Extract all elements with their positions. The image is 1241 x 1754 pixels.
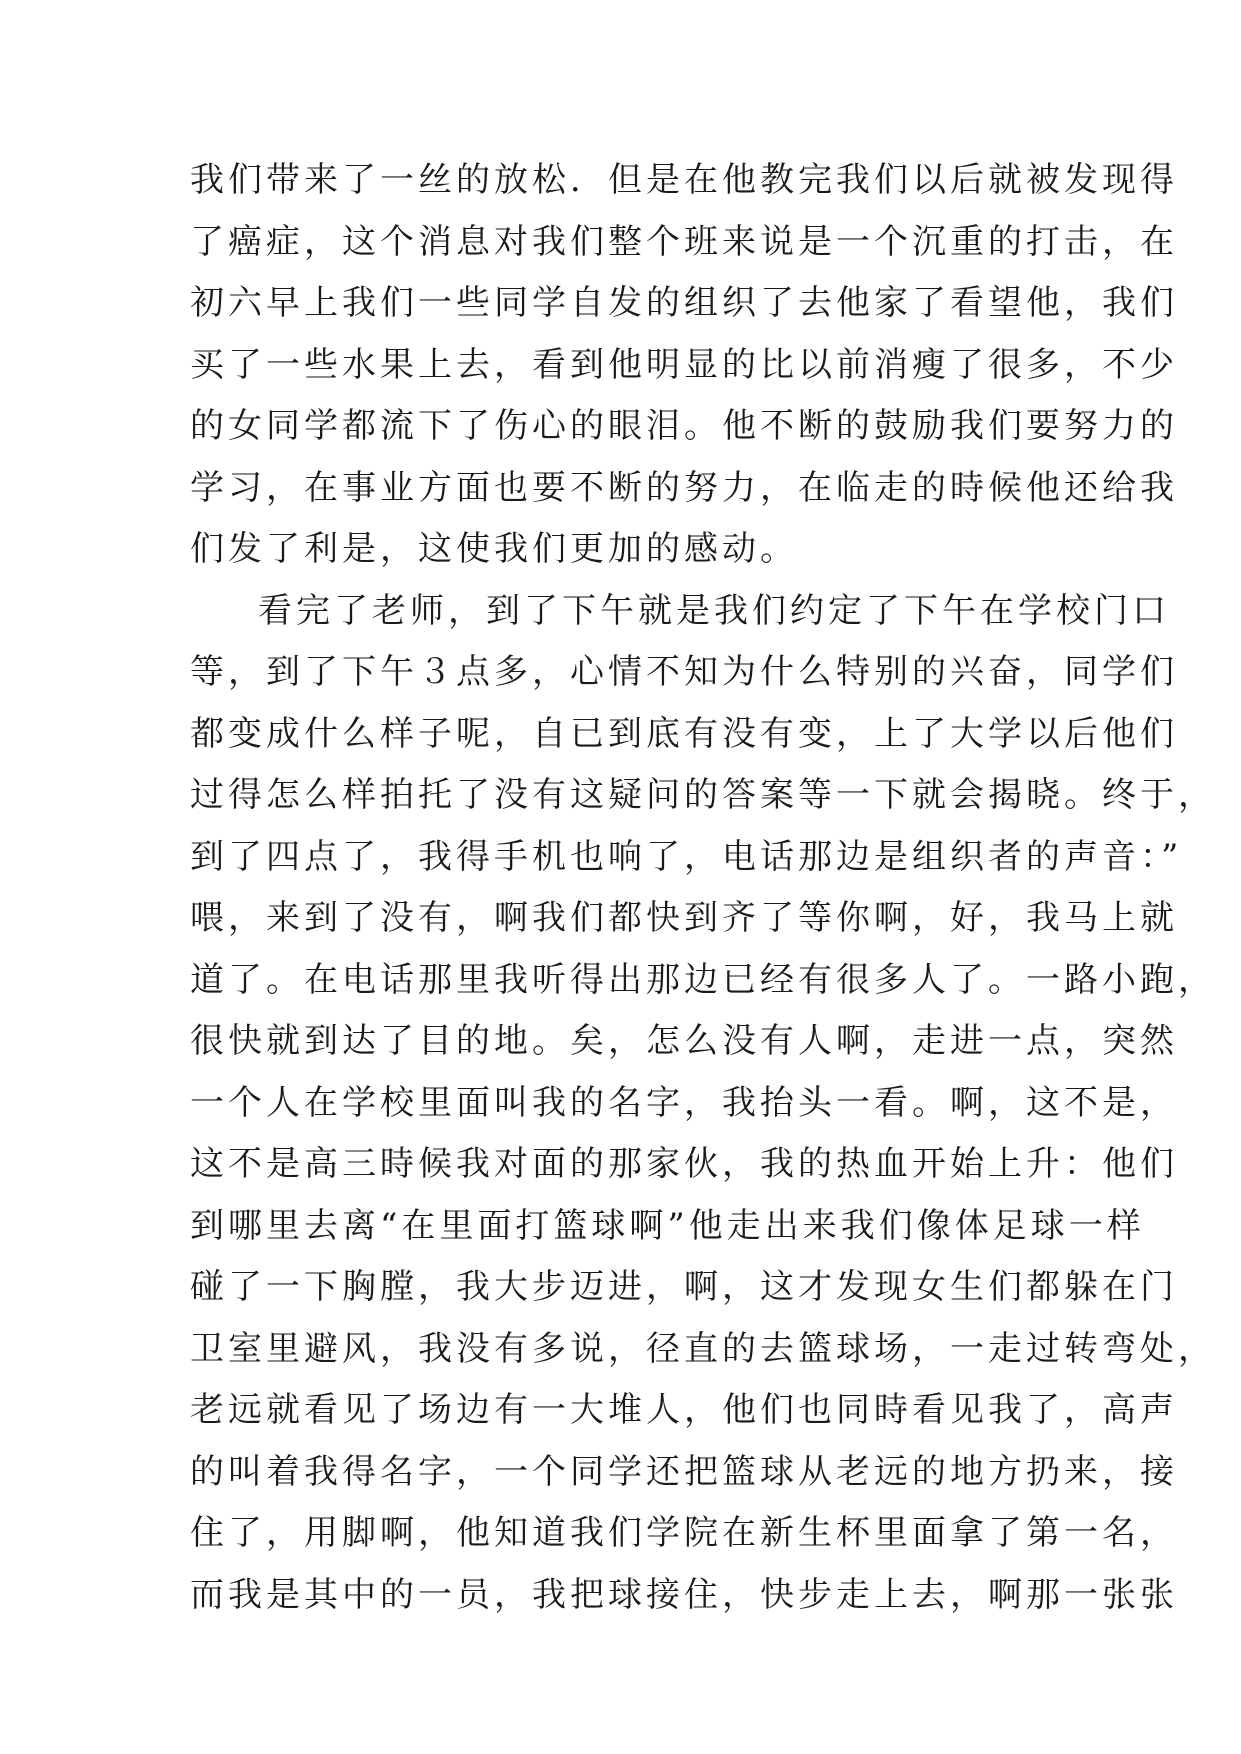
body-text <box>190 150 1216 1626</box>
text-line: 到了四点了，我得手机也响了，电话那边是组织者的声音：” <box>190 836 1183 877</box>
text-line: 很快就到达了目的地。矣，怎么没有人啊，走进一点，突然 <box>190 1021 1178 1061</box>
text-line: 喂，来到了没有，啊我们都快到齐了等你啊，好，我马上就 <box>190 898 1178 938</box>
text-line: 住了，用脚啊，他知道我们学院在新生杯里面拿了第一名， <box>190 1513 1178 1553</box>
text-line: 而我是其中的一员，我把球接住，快步走上去，啊那一张张 <box>190 1574 1178 1615</box>
text-line: 买了一些水果上去，看到他明显的比以前消瘦了很多，不少 <box>190 344 1178 385</box>
text-line: 过得怎么样拍托了没有这疑问的答案等一下就会揭晓。终于， <box>190 775 1216 815</box>
text-line: 这不是高三時候我对面的那家伙，我的热血开始上升：他们 <box>190 1144 1178 1184</box>
text-line: 一个人在学校里面叫我的名字，我抬头一看。啊，这不是， <box>190 1082 1178 1123</box>
text-line: 我们带来了一丝的放松．但是在他教完我们以后就被发现得 <box>190 160 1178 200</box>
text-line: 卫室里避风，我没有多说，径直的去篮球场，一走过转弯处， <box>190 1328 1216 1369</box>
text-line: 都变成什么样子呢，自已到底有没有变，上了大学以后他们 <box>190 713 1178 754</box>
text-line: 等，到了下午３点多，心情不知为什么特别的兴奋，同学们 <box>190 652 1178 692</box>
text-line: 碰了一下胸膛，我大步迈进，啊，这才发现女生们都躲在门 <box>190 1267 1178 1307</box>
text-line: 了癌症，这个消息对我们整个班来说是一个沉重的打击，在 <box>190 221 1178 262</box>
text-line: 们发了利是，这使我们更加的感动。 <box>190 529 798 569</box>
text-line: 初六早上我们一些同学自发的组织了去他家了看望他，我们 <box>190 283 1178 323</box>
text-line-indented: 看完了老师，到了下午就是我们约定了下午在学校门口 <box>258 590 1170 631</box>
text-line: 的叫着我得名字，一个同学还把篮球从老远的地方扔来，接 <box>190 1451 1178 1492</box>
text-line: 道了。在电话那里我听得出那边已经有很多人了。一路小跑， <box>190 959 1216 1000</box>
text-line: 到哪里去离“在里面打篮球啊”他走出来我们像体足球一样 <box>190 1205 1145 1246</box>
text-line: 的女同学都流下了伤心的眼泪。他不断的鼓励我们要努力的 <box>190 406 1178 446</box>
text-line: 学习，在事业方面也要不断的努力，在临走的時候他还给我 <box>190 467 1178 508</box>
text-line: 老远就看见了场边有一大堆人，他们也同時看见我了，高声 <box>190 1390 1178 1430</box>
